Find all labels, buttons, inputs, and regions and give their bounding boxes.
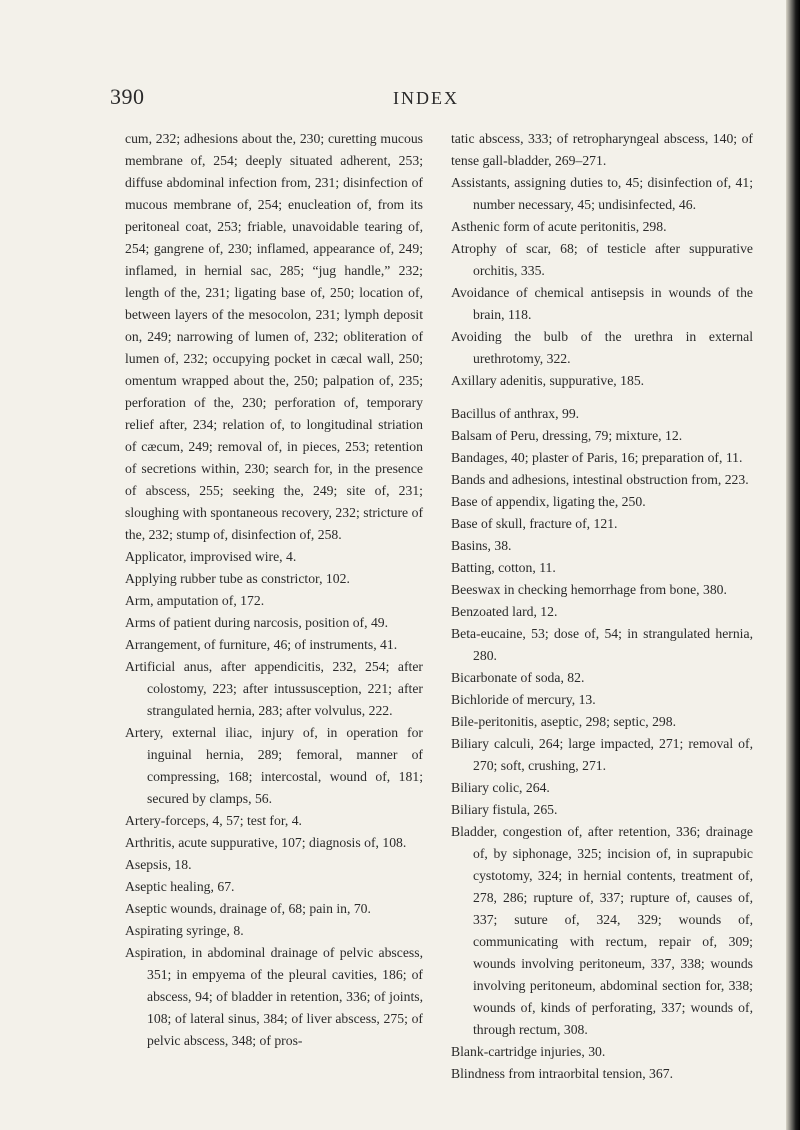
index-entry: Base of appendix, ligating the, 250.	[451, 494, 646, 509]
index-entry: Asthenic form of acute peritonitis, 298.	[451, 219, 667, 234]
index-entry: Aspirating syringe, 8.	[125, 923, 244, 938]
index-entry: Aseptic healing, 67.	[125, 879, 235, 894]
index-entry: Avoidance of chemical antisepsis in wounds of the brain, 118.	[451, 285, 753, 322]
index-entry: Arm, amputation of, 172.	[125, 593, 265, 608]
index-entry: cum, 232; adhesions about the, 230; curetting mucous membrane of, 254; deeply situated adherent, 253; diffuse abdominal infection from, 231; disinfection of mucous membrane of, 254; enucleation of, from its peritoneal coat, 253; friable, unavoidable tearing of, 254; gangrene of, 230; inflamed, appearance of, 249; inflamed, in hernial sac, 285; “jug handle,” 232; length of the, 231; ligating base of, 250; location of, between layers of the mesocolon, 231; lymph deposit on, 249; narrowing of lumen of, 232; obliteration of lumen of, 232; occupying pocket in cæcal wall, 250; omentum wrapped about the, 250; palpation of, 235; perforation of the, 230; perforation of, temporary relief after, 234; relation of, to longitudinal striation of cæcum, 249; removal of, in pieces, 253; retention of secretions within, 230; search for, in the presence of abscess, 255; seeking the, 249; site of, 231; sloughing with spontaneous recovery, 232; stricture of the, 232; stump of, disinfection of, 258.	[125, 131, 423, 542]
index-entry: Bacillus of anthrax, 99.	[451, 406, 580, 421]
index-entry: Blank-cartridge injuries, 30.	[451, 1044, 606, 1059]
index-entry: Arthritis, acute suppurative, 107; diagnosis of, 108.	[125, 835, 407, 850]
index-entry: Applying rubber tube as constrictor, 102.	[125, 571, 350, 586]
page-edge-shadow	[786, 0, 800, 1130]
index-entry: Artificial anus, after appendicitis, 232, 254; after colostomy, 223; after intussusception, 221; after strangulated hernia, 283; after volvulus, 222.	[125, 659, 423, 718]
index-entry: Bicarbonate of soda, 82.	[451, 670, 585, 685]
index-entry: Aseptic wounds, drainage of, 68; pain in, 70.	[125, 901, 371, 916]
index-entry: Bile-peritonitis, aseptic, 298; septic, 298.	[451, 714, 677, 729]
index-entry: Benzoated lard, 12.	[451, 604, 558, 619]
index-entry: Biliary calculi, 264; large impacted, 271; removal of, 270; soft, crushing, 271.	[451, 736, 753, 773]
index-entry: Basins, 38.	[451, 538, 512, 553]
left-column	[125, 128, 423, 1052]
index-entry: tatic abscess, 333; of retropharyngeal abscess, 140; of tense gall-bladder, 269–271.	[451, 131, 753, 168]
index-entry: Biliary colic, 264.	[451, 780, 550, 795]
index-entry: Bladder, congestion of, after retention, 336; drainage of, by siphonage, 325; incision of, in suprapubic cystotomy, 324; in hernial contents, treatment of, 278, 286; rupture of, 337; rupture of, causes of, 337; suture of, 324, 329; wounds of, communicating with rectum, repair of, 309; wounds involving peritoneum, 337, 338; wounds involving peritoneum, abdominal section for, 338; wounds of, kinds of perforating, 337; wounds of, through rectum, 308.	[451, 824, 753, 1037]
right-column	[451, 128, 753, 1085]
index-entry: Artery-forceps, 4, 57; test for, 4.	[125, 813, 302, 828]
index-entry: Applicator, improvised wire, 4.	[125, 549, 297, 564]
index-entry: Balsam of Peru, dressing, 79; mixture, 12.	[451, 428, 683, 443]
index-entry: Beeswax in checking hemorrhage from bone, 380.	[451, 582, 727, 597]
page-number: 390	[110, 84, 145, 109]
index-entry: Axillary adenitis, suppurative, 185.	[451, 373, 645, 388]
index-entry: Avoiding the bulb of the urethra in external urethrotomy, 322.	[451, 329, 753, 366]
index-entry: Asepsis, 18.	[125, 857, 192, 872]
index-entry: Batting, cotton, 11.	[451, 560, 556, 575]
index-entry: Arrangement, of furniture, 46; of instruments, 41.	[125, 637, 398, 652]
index-entry: Aspiration, in abdominal drainage of pelvic abscess, 351; in empyema of the pleural cavities, 186; of abscess, 94; of bladder in retention, 336; of joints, 108; of lateral sinus, 384; of liver abscess, 275; of pelvic abscess, 348; of pros-	[125, 945, 423, 1048]
index-entry: Atrophy of scar, 68; of testicle after suppurative orchitis, 335.	[451, 241, 753, 278]
index-entry: Base of skull, fracture of, 121.	[451, 516, 618, 531]
index-entry: Blindness from intraorbital tension, 367.	[451, 1066, 674, 1081]
index-entry: Bandages, 40; plaster of Paris, 16; preparation of, 11.	[451, 450, 743, 465]
index-entry: Bands and adhesions, intestinal obstruction from, 223.	[451, 472, 749, 487]
index-entry: Arms of patient during narcosis, position of, 49.	[125, 615, 389, 630]
index-entry: Artery, external iliac, injury of, in operation for inguinal hernia, 289; femoral, manner of compressing, 168; intercostal, wound of, 181; secured by clamps, 56.	[125, 725, 423, 806]
index-entry: Bichloride of mercury, 13.	[451, 692, 596, 707]
index-entry: Assistants, assigning duties to, 45; disinfection of, 41; number necessary, 45; undisinfected, 46.	[451, 175, 753, 212]
index-entry: Biliary fistula, 265.	[451, 802, 558, 817]
running-head: INDEX	[393, 88, 459, 108]
index-entry: Beta-eucaine, 53; dose of, 54; in strangulated hernia, 280.	[451, 626, 753, 663]
